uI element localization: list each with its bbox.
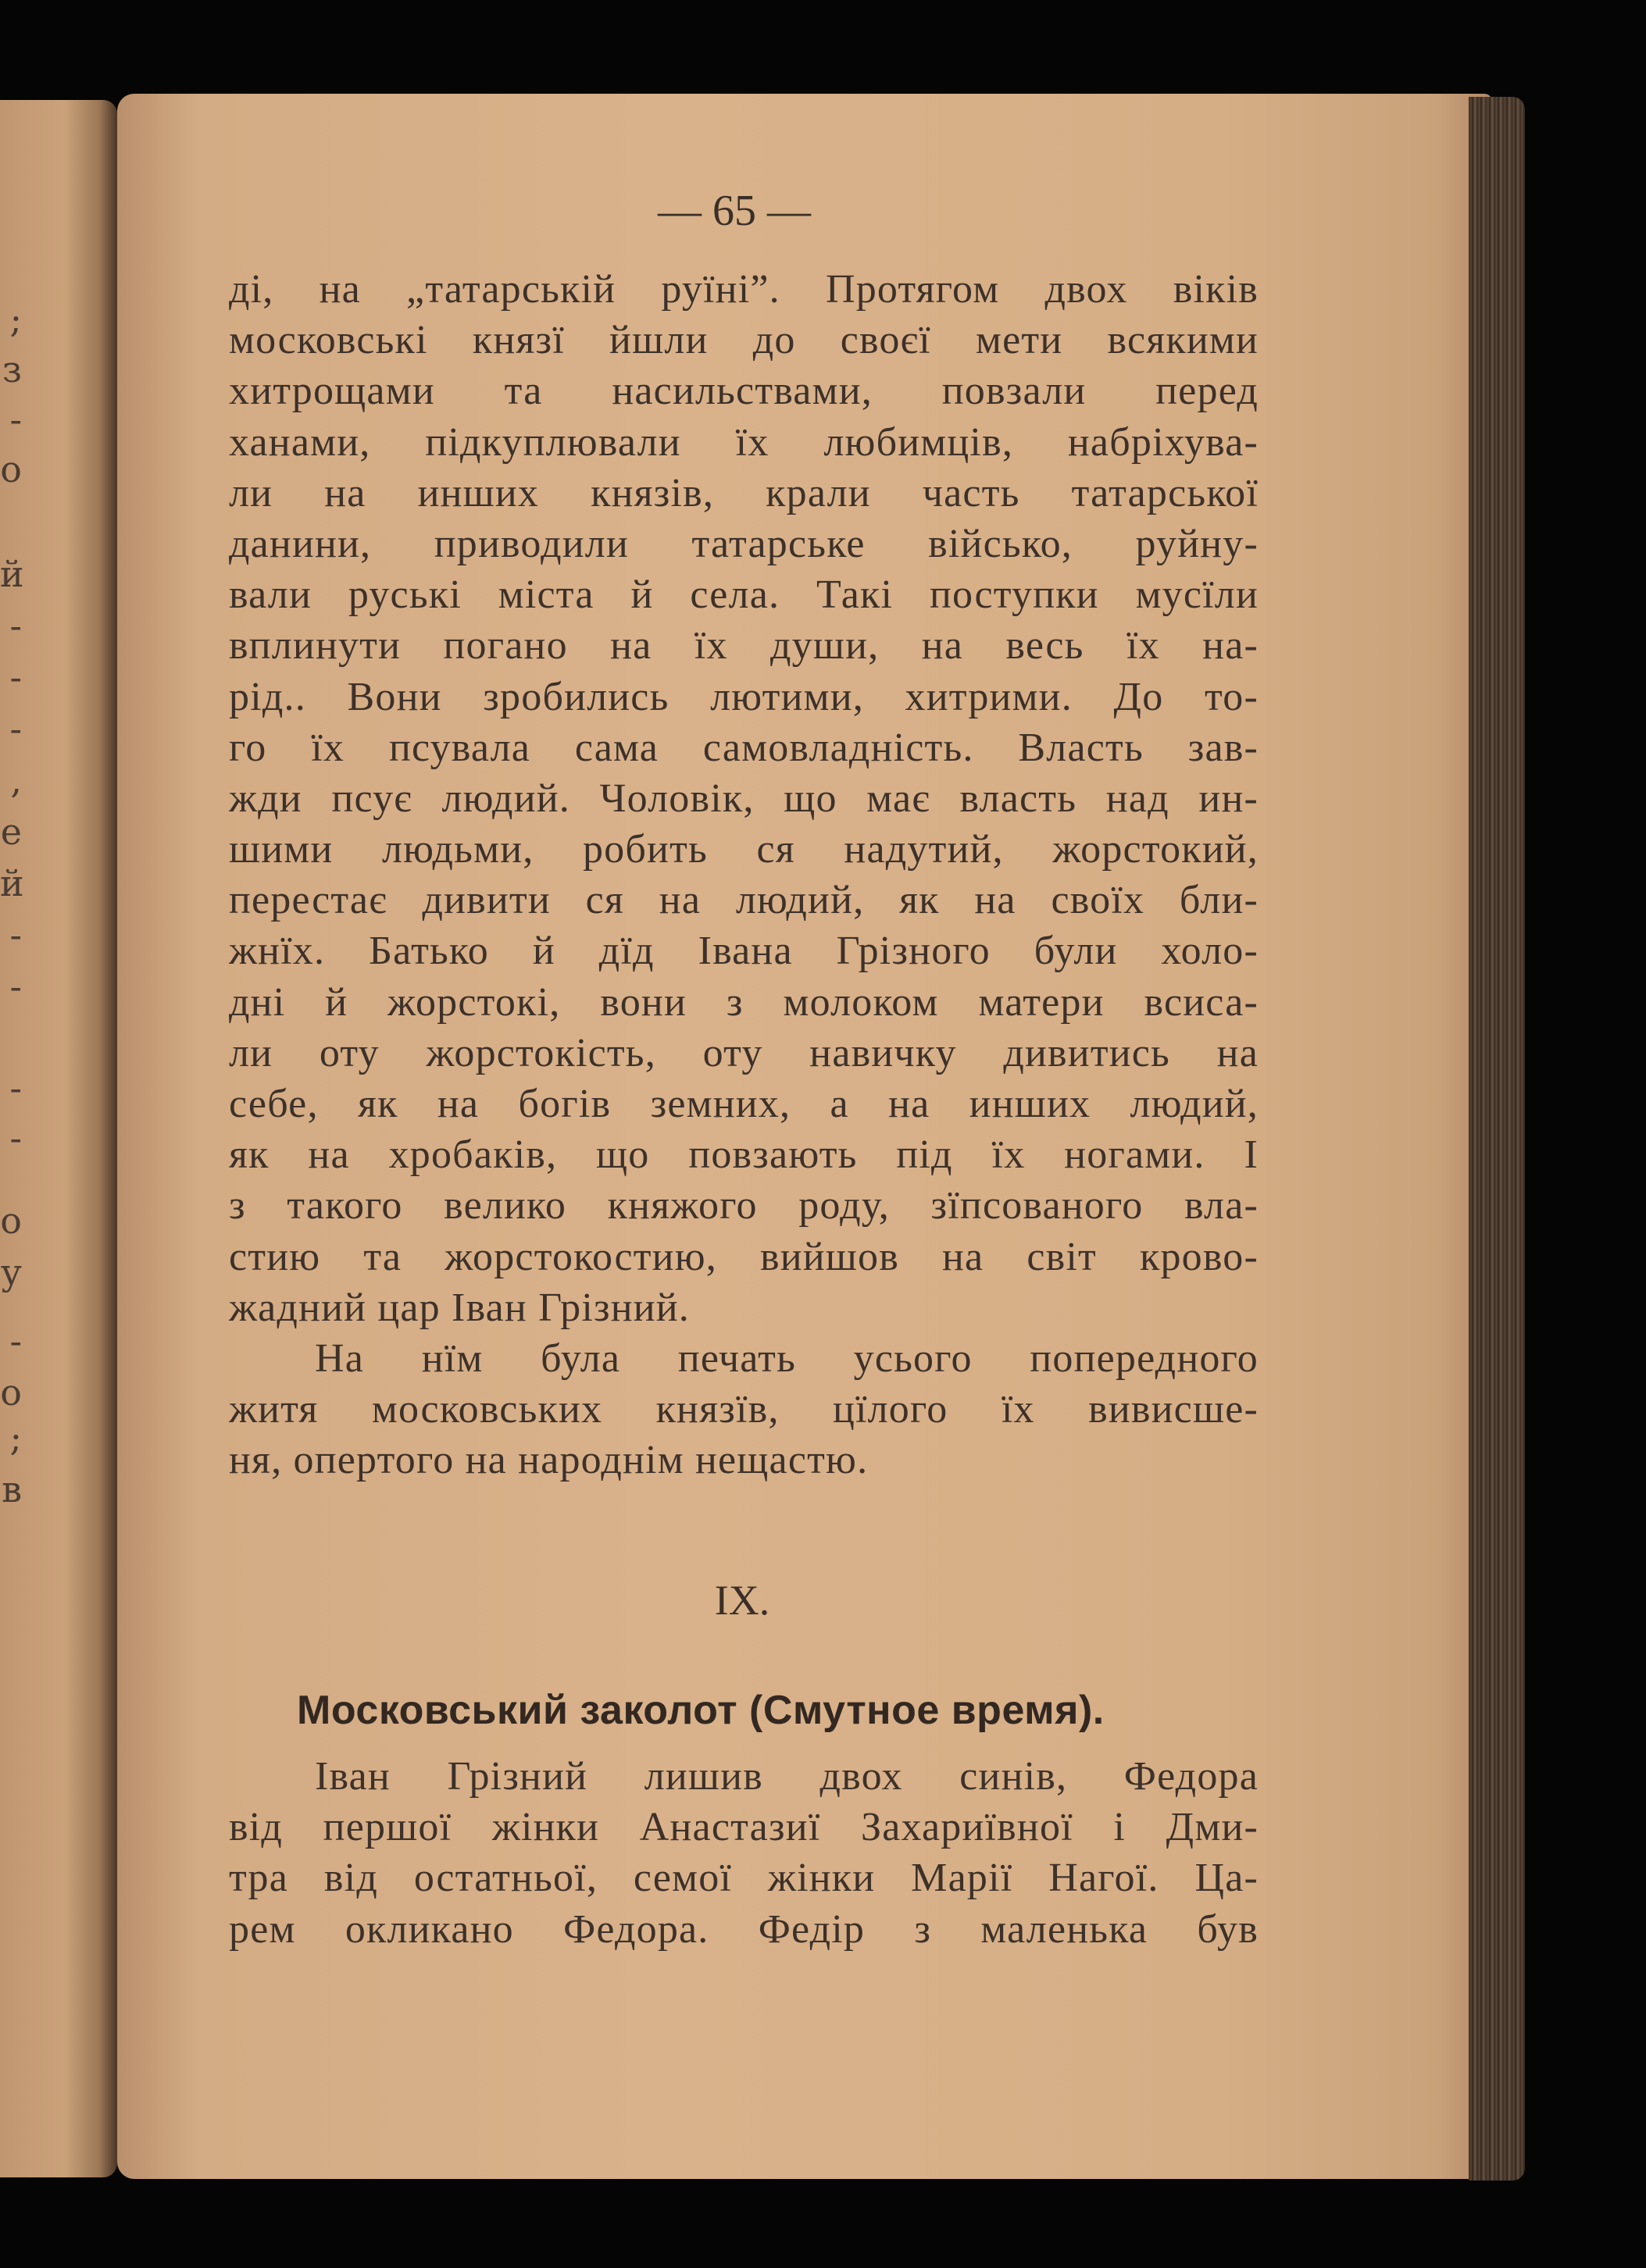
prev-page-fragment: й — [0, 862, 24, 904]
text-line: житя московських князїв, цїлого їх вивисше- — [229, 1387, 1259, 1432]
body-text — [229, 264, 1259, 1486]
previous-page-edge — [0, 100, 117, 2177]
text-line: ня, опертого на народнім нещастю. — [229, 1438, 869, 1483]
text-line: вплинути погано на їх души, на весь їх на- — [229, 623, 1259, 669]
prev-page-fragment: - — [9, 656, 22, 698]
text-line: ді, на „татарській руїні”. Протягом двох віків — [229, 267, 1259, 312]
book-edge — [1469, 97, 1525, 2181]
text-line: вали руські міста й села. Такі поступки мусїли — [229, 572, 1259, 618]
text-line: від першої жінки Анастазиї Захариївної і Дми- — [229, 1805, 1259, 1850]
text-line: московські князї йшли до своєї мети всякими — [229, 318, 1259, 363]
text-line: Іван Грізний лишив двох синів, Федора — [315, 1754, 1259, 1799]
text-line: себе, як на богів земних, а на инших людий, — [229, 1082, 1259, 1126]
prev-page-fragment: о — [0, 448, 22, 490]
text-line: данини, приводили татарське військо, руйну- — [229, 521, 1259, 566]
text-line: як на хробаків, що повзають під їх ногами. І — [229, 1132, 1259, 1178]
prev-page-fragment: е — [0, 811, 22, 853]
text-line: тра від остатньої, семої жінки Марії Нагої. Ца- — [229, 1856, 1259, 1901]
text-line: дні й жорстокі, вони з молоком матери всиса- — [229, 979, 1259, 1025]
prev-page-fragment: й — [0, 553, 24, 595]
text-line: На нїм була печать усього попередного — [315, 1335, 1259, 1381]
prev-page-fragment: - — [9, 914, 22, 956]
prev-page-fragment: о — [0, 1200, 22, 1242]
text-line: ли оту жорстокість, оту навичку дивитись на — [229, 1030, 1259, 1075]
prev-page-fragment: - — [9, 1067, 22, 1109]
text-line: го їх псувала сама самовладність. Власть зав- — [229, 725, 1259, 770]
prev-page-fragment: - — [9, 708, 22, 750]
prev-page-fragment: у — [0, 1251, 22, 1293]
text-line: жди псує людий. Чоловік, що має власть над ин- — [229, 776, 1259, 821]
text-line: перестає дивити ся на людий, як на своїх бли- — [229, 878, 1259, 923]
prev-page-fragment: - — [9, 965, 22, 1007]
prev-page-fragment: з — [2, 348, 22, 390]
prev-page-fragment: в — [2, 1468, 22, 1510]
chapter-number: IX. — [714, 1577, 770, 1624]
prev-page-fragment: ; — [9, 1417, 22, 1459]
prev-page-fragment: о — [0, 1371, 22, 1414]
text-line: хитрощами та насильствами, повзали перед — [229, 369, 1259, 414]
page-number: — 65 — — [658, 187, 811, 235]
prev-page-fragment: , — [10, 759, 22, 801]
prev-page-fragment: ; — [9, 298, 22, 341]
text-line: рід.. Вони зробились лютими, хитрими. До то- — [229, 674, 1259, 719]
body-text-continued — [229, 1751, 1259, 1955]
prev-page-fragment: - — [9, 398, 22, 440]
prev-page-fragment: - — [9, 1320, 22, 1362]
text-line: з такого велико княжого роду, зїпсованого вла- — [229, 1183, 1259, 1228]
text-line: жадний цар Іван Грізний. — [229, 1285, 691, 1330]
text-line: шими людьми, робить ся надутий, жорстокий, — [229, 827, 1259, 872]
text-line: стию та жорстокостию, вийшов на світ крово- — [229, 1234, 1259, 1279]
prev-page-fragment: - — [9, 604, 22, 647]
text-line: рем окликано Федора. Федір з маленька був — [229, 1906, 1259, 1952]
text-line: жнїх. Батько й дїд Івана Грізного були холо- — [229, 929, 1259, 974]
text-line: ли на инших князів, крали часть татарської — [229, 470, 1259, 515]
prev-page-fragment: - — [9, 1117, 22, 1159]
text-line: ханами, підкуплювали їх любимців, набріхува- — [229, 419, 1259, 465]
chapter-title: Московський заколот (Смутное время). — [297, 1688, 1105, 1733]
